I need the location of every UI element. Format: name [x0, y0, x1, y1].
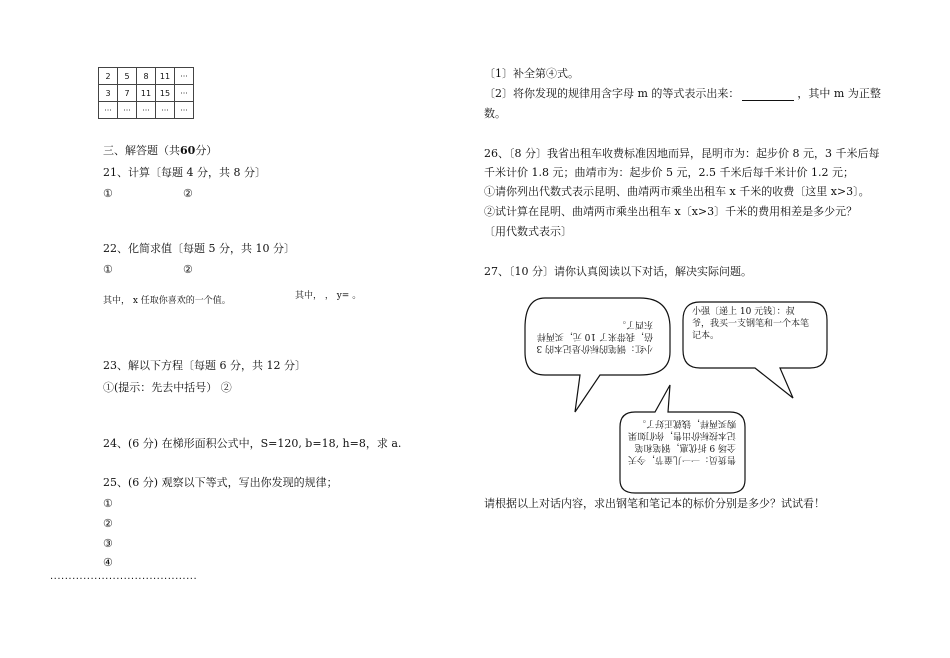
answer-blank[interactable]	[742, 89, 794, 101]
q25-item-1: ①	[103, 497, 113, 510]
table-cell: 7	[118, 85, 137, 102]
dotted-separator: ........................................	[50, 571, 198, 582]
table-cell: 2	[99, 68, 118, 85]
speech-bubble-left	[525, 298, 670, 412]
question-26-line-5: 〔用代数式表示〕	[484, 225, 572, 238]
question-26-line-2: 千米计价 1.8 元；曲靖市为：起步价 5 元，2.5 千米后每千米计价 1.2 元；	[484, 166, 854, 179]
section-heading-end: 分）	[195, 144, 218, 157]
q22-note-2: 其中， ， y= 。	[295, 291, 362, 301]
q25-item-2: ②	[103, 517, 113, 530]
table-cell: ···	[175, 85, 194, 102]
table-cell: 8	[137, 68, 156, 85]
question-27: 27、〔10 分〕请你认真阅读以下对话，解决实际问题。	[484, 265, 752, 278]
table-cell: 3	[99, 85, 118, 102]
table-row	[99, 68, 194, 85]
q25-part-2-cont: 数。	[484, 107, 506, 120]
table-cell: 11	[156, 68, 175, 85]
table-cell: ···	[156, 102, 175, 119]
question-24: 24、(6 分) 在梯形面积公式中，S=120, b=18, h=8，求 a.	[103, 437, 402, 450]
bubble-left-text: 小红：钢笔的标价是记本的 3 倍，我带来了 10 元，买两样东西了。	[536, 319, 653, 353]
bubble-right-text: 小强〔递上 10 元钱〕：叔爷，我买一支钢笔和一个本笔记本。	[692, 307, 810, 341]
question-26-line-1: 26、〔8 分〕我省出租车收费标准因地而异，昆明市为：起步价 8 元，3 千米后每	[484, 147, 880, 160]
q22-item-2: ②	[183, 263, 193, 276]
question-22: 22、化简求值〔每题 5 分，共 10 分〕	[103, 242, 295, 255]
section-heading	[103, 144, 217, 158]
question-21: 21、计算〔每题 4 分，共 8 分〕	[103, 166, 266, 179]
table-cell: ···	[137, 102, 156, 119]
bubble-bottom-text: 售货员：一一儿童节，今天全场 9 折优惠，钢笔和笔记本按标价出售，你们如果购买两样，钱就正好了。	[627, 418, 736, 464]
section-points: 60	[180, 144, 196, 157]
number-pattern-table	[98, 67, 194, 119]
q25-part-2	[484, 87, 881, 101]
question-26-line-4: ②试计算在昆明、曲靖两市乘坐出租车 x〔x>3〕千米的费用相差是多少元？	[484, 205, 858, 218]
table-cell: 15	[156, 85, 175, 102]
q25-part-1: 〔1〕补全第④式。	[484, 67, 579, 80]
section-heading-text: 三、解答题（共	[103, 144, 180, 157]
table-row	[99, 85, 194, 102]
q25-part-2-text: 〔2〕将你发现的规律用含字母 m 的等式表示出来：	[484, 87, 740, 100]
question-25: 25、(6 分) 观察以下等式，写出你发现的规律；	[103, 476, 338, 489]
q23-items: ①(提示：先去中括号） ②	[103, 381, 232, 394]
q22-note-1: 其中， x 任取你喜欢的一个值。	[103, 296, 231, 306]
question-23: 23、解以下方程〔每题 6 分，共 12 分〕	[103, 359, 306, 372]
q25-item-4: ④	[103, 556, 113, 569]
table-row	[99, 102, 194, 119]
table-cell: ···	[175, 102, 194, 119]
table-cell: ···	[99, 102, 118, 119]
q21-item-1: ①	[103, 187, 113, 200]
table-cell: 11	[137, 85, 156, 102]
table-cell: ···	[118, 102, 137, 119]
question-27-prompt: 请根据以上对话内容，求出钢笔和笔记本的标价分别是多少？试试看！	[484, 497, 825, 510]
q25-part-2-tail: ，其中 m 为正整	[797, 87, 881, 100]
table-cell: 5	[118, 68, 137, 85]
q25-item-3: ③	[103, 537, 113, 550]
q21-item-2: ②	[183, 187, 193, 200]
question-26-line-3: ①请你列出代数式表示昆明、曲靖两市乘坐出租车 x 千米的收费〔这里 x>3〕。	[484, 185, 870, 198]
q22-item-1: ①	[103, 263, 113, 276]
table-cell: ···	[175, 68, 194, 85]
